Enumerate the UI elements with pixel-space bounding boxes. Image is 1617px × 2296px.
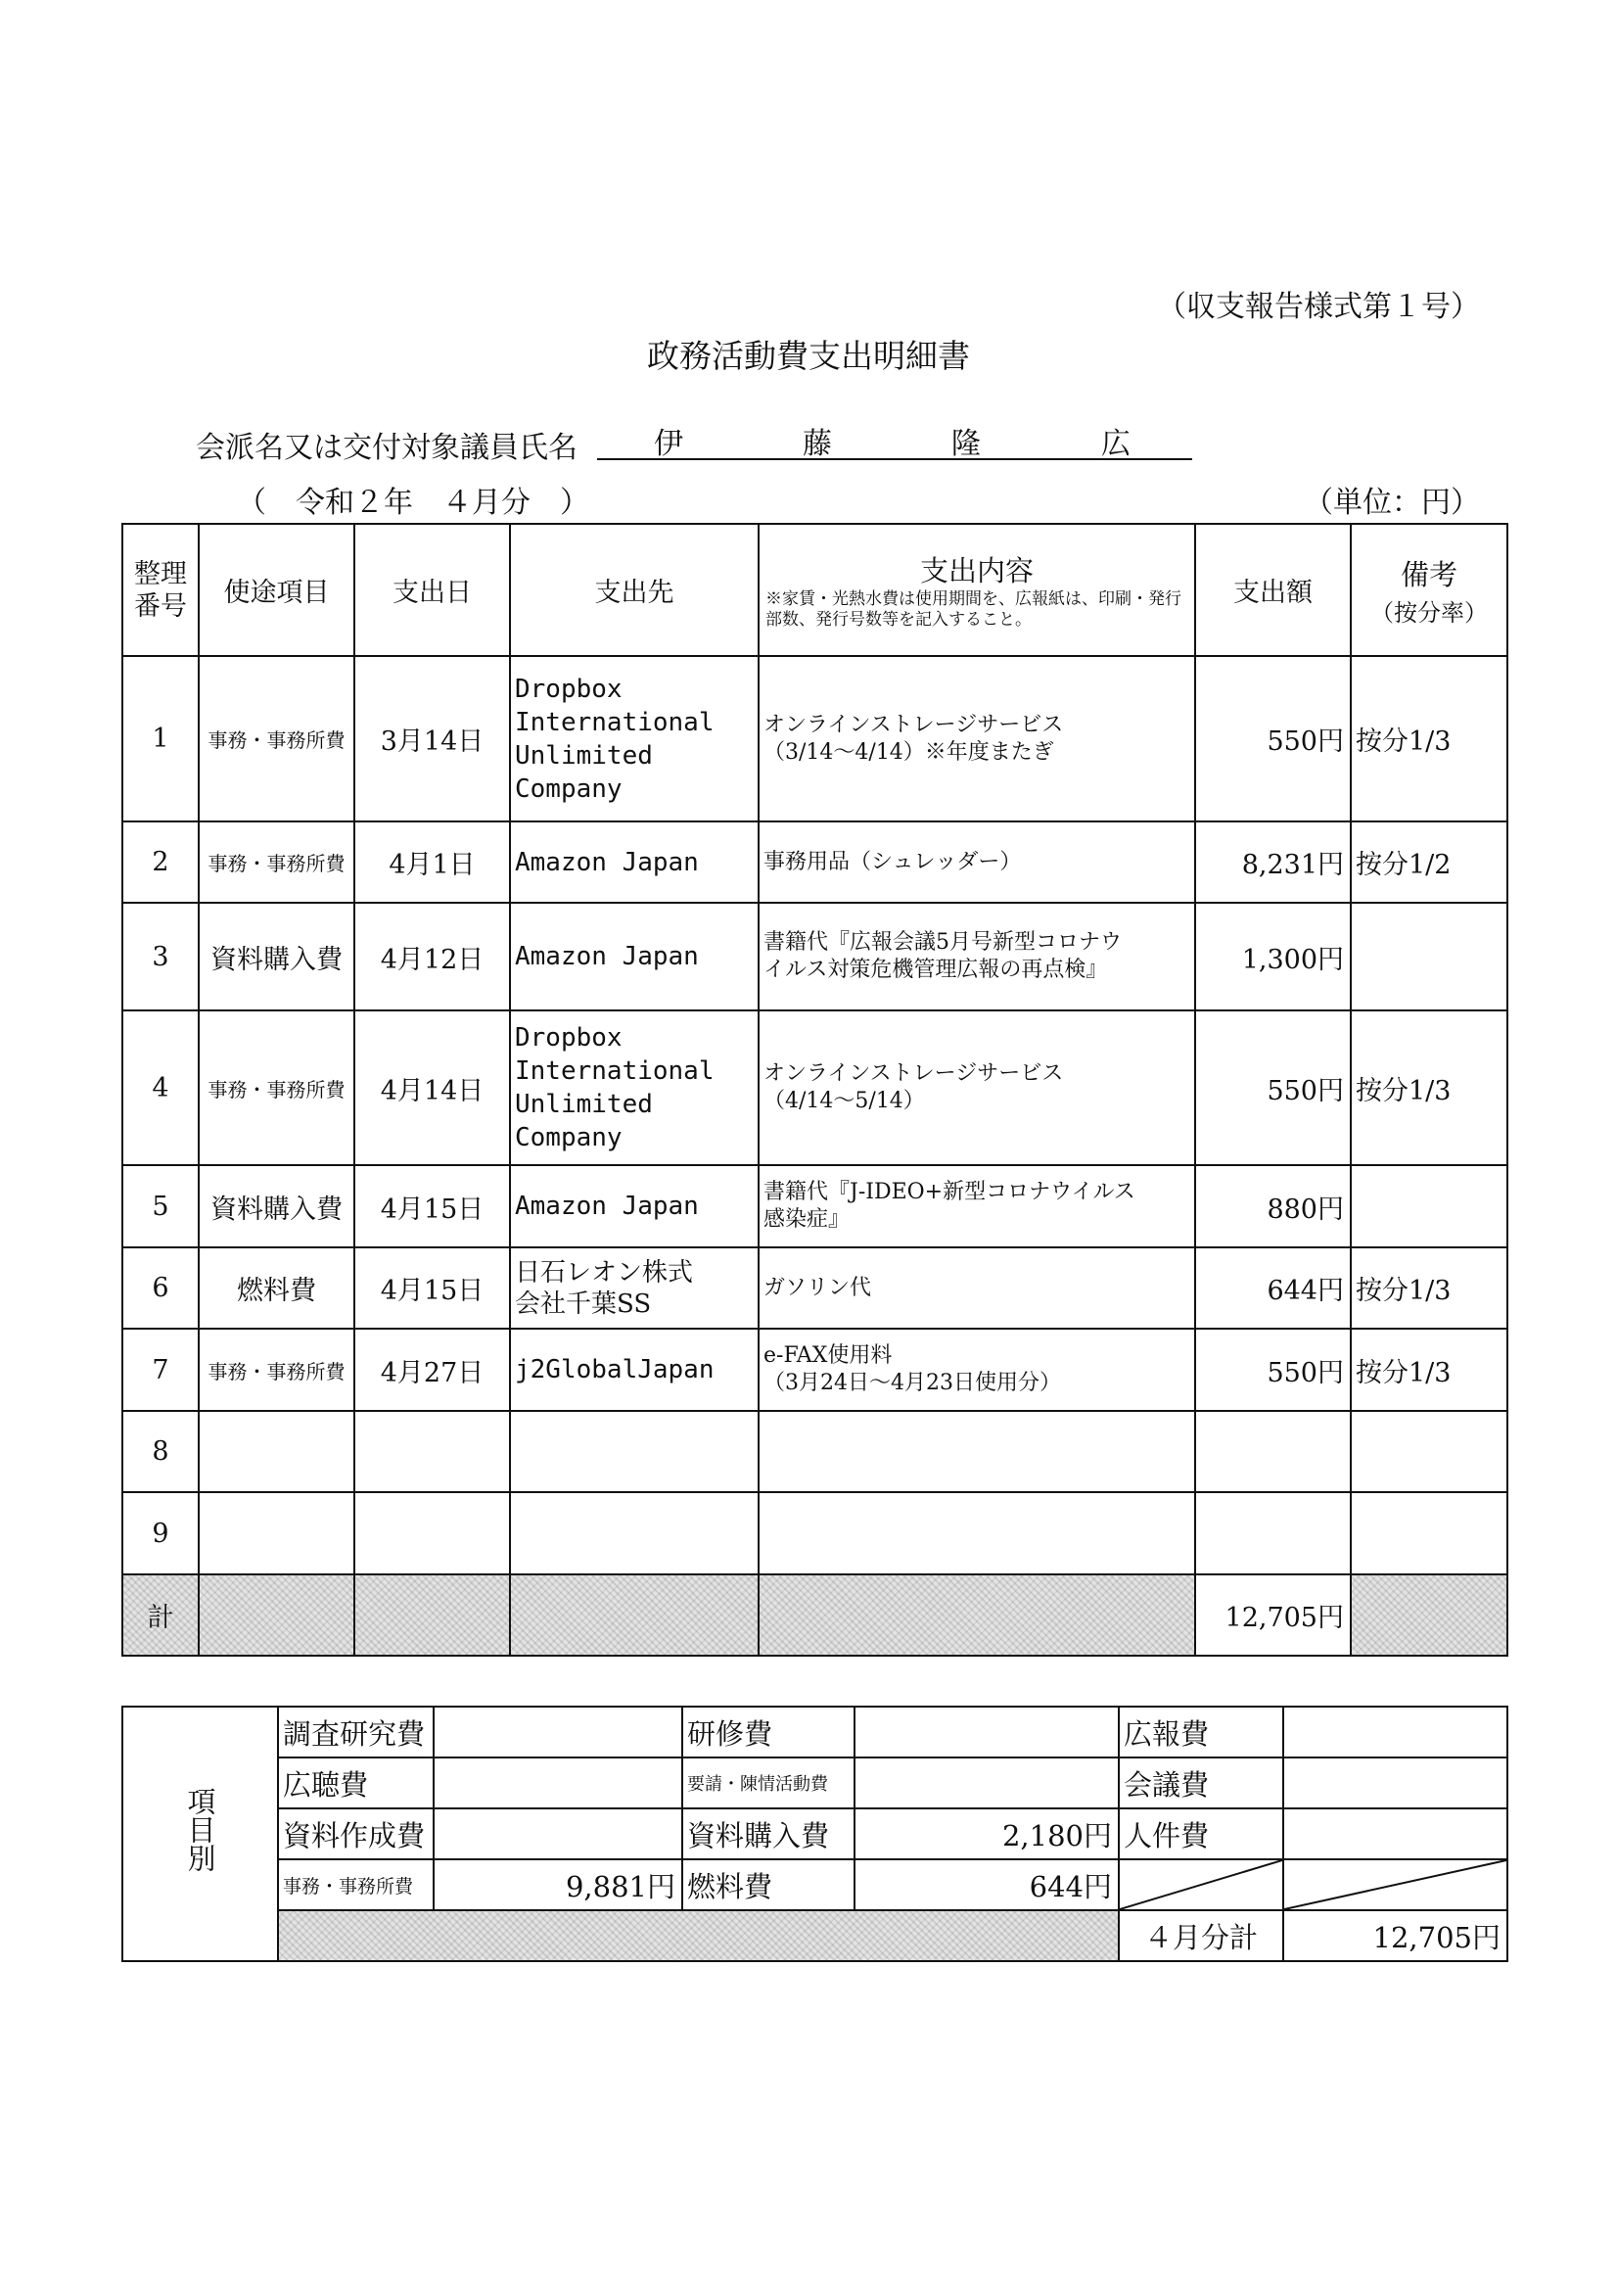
payee-line: 日石レオン株式 — [515, 1257, 694, 1288]
payee-line: Dropbox — [515, 1023, 623, 1053]
summary-row — [122, 1757, 1507, 1808]
summary-item-value: 9,881円 — [434, 1859, 682, 1910]
summary-item-label: 調査研究費 — [278, 1707, 434, 1757]
row-amount: 880円 — [1195, 1165, 1351, 1247]
table-header-row — [122, 524, 1507, 656]
payee-line: Amazon Japan — [515, 942, 699, 971]
row-payee — [510, 1010, 759, 1165]
row-remarks: 按分1/2 — [1351, 821, 1507, 903]
row-number: 9 — [122, 1492, 199, 1574]
row-amount: 550円 — [1195, 656, 1351, 821]
summary-item-label: 資料購入費 — [682, 1808, 855, 1859]
summary-item-label: 資料作成費 — [278, 1808, 434, 1859]
row-date: 4月27日 — [354, 1329, 510, 1411]
row-content — [759, 1010, 1195, 1165]
summary-row — [122, 1808, 1507, 1859]
row-payee — [510, 1247, 759, 1329]
member-name-char: 藤 — [803, 427, 832, 461]
row-number: 5 — [122, 1165, 199, 1247]
month-total-label: ４月分計 — [1119, 1910, 1283, 1961]
payee-line: Company — [515, 773, 623, 804]
row-number: 6 — [122, 1247, 199, 1329]
summary-item-label: 事務・事務所費 — [278, 1859, 434, 1910]
row-content — [759, 1247, 1195, 1329]
summary-shaded-cell — [278, 1910, 1119, 1961]
summary-item-value: 2,180円 — [855, 1808, 1119, 1859]
unit-label: （単位：円） — [1304, 486, 1480, 520]
header-content — [759, 524, 1195, 656]
row-category: 資料購入費 — [199, 1165, 354, 1247]
row-category: 事務・事務所費 — [199, 1329, 354, 1411]
payee-line: International — [515, 1056, 715, 1086]
total-shaded-cell — [1351, 1574, 1507, 1656]
row-category — [199, 1411, 354, 1492]
row-content — [759, 1411, 1195, 1492]
total-amount: 12,705円 — [1195, 1574, 1351, 1656]
payee-line: International — [515, 707, 715, 737]
table-row — [122, 821, 1507, 903]
row-remarks: 按分1/3 — [1351, 656, 1507, 821]
row-content — [759, 903, 1195, 1010]
payee-line: Unlimited — [515, 1090, 653, 1119]
content-line: （3月24日～4月23日使用分） — [763, 1371, 1061, 1395]
row-number: 4 — [122, 1010, 199, 1165]
payee-line: j2GlobalJapan — [515, 1355, 715, 1384]
summary-item-label: 研修費 — [682, 1707, 855, 1757]
table-row — [122, 903, 1507, 1010]
row-content — [759, 1329, 1195, 1411]
row-payee — [510, 1411, 759, 1492]
row-payee — [510, 656, 759, 821]
member-name-char: 隆 — [951, 427, 981, 461]
report-period: （ 令和２年 ４月分 ） — [237, 486, 589, 520]
header-number: 整理番号 — [122, 524, 199, 656]
payee-line: Dropbox — [515, 674, 623, 704]
row-number: 1 — [122, 656, 199, 821]
summary-item-value — [1283, 1707, 1507, 1757]
table-row — [122, 1010, 1507, 1165]
row-date: 4月12日 — [354, 903, 510, 1010]
row-amount: 8,231円 — [1195, 821, 1351, 903]
content-line: （3/14～4/14）※年度またぎ — [763, 739, 1054, 765]
total-label: 計 — [122, 1574, 199, 1656]
category-summary-table — [121, 1706, 1508, 1962]
row-payee — [510, 1165, 759, 1247]
summary-item-value — [434, 1757, 682, 1808]
summary-total-row — [122, 1910, 1507, 1961]
row-category — [199, 1492, 354, 1574]
row-date: 3月14日 — [354, 656, 510, 821]
row-date: 4月15日 — [354, 1165, 510, 1247]
row-remarks — [1351, 1411, 1507, 1492]
summary-item-label: 要請・陳情活動費 — [682, 1757, 855, 1808]
content-line: 事務用品（シュレッダー） — [763, 849, 1022, 874]
summary-item-value — [434, 1808, 682, 1859]
row-remarks: 按分1/3 — [1351, 1010, 1507, 1165]
diagonal-strike — [1120, 1860, 1282, 1909]
summary-blank-cell — [1283, 1859, 1507, 1910]
total-shaded-cell — [354, 1574, 510, 1656]
summary-blank-cell — [1119, 1859, 1283, 1910]
member-name-char: 広 — [1101, 427, 1131, 461]
row-date: 4月14日 — [354, 1010, 510, 1165]
content-line: 感染症』 — [763, 1207, 851, 1232]
summary-item-value — [855, 1707, 1119, 1757]
payee-line: Amazon Japan — [515, 1192, 699, 1221]
content-line: オンラインストレージサービス — [763, 712, 1064, 737]
header-payee: 支出先 — [510, 524, 759, 656]
summary-item-label: 燃料費 — [682, 1859, 855, 1910]
content-line: イルス対策危機管理広報の再点検』 — [763, 958, 1108, 982]
header-amount: 支出額 — [1195, 524, 1351, 656]
row-content — [759, 1492, 1195, 1574]
row-payee — [510, 821, 759, 903]
summary-item-value: 644円 — [855, 1859, 1119, 1910]
summary-row — [122, 1859, 1507, 1910]
header-category: 使途項目 — [199, 524, 354, 656]
table-row — [122, 1165, 1507, 1247]
payee-line: Amazon Japan — [515, 847, 699, 877]
row-remarks — [1351, 1492, 1507, 1574]
payee-line: 会社千葉SS — [515, 1289, 652, 1319]
summary-side-label: 項目別 — [122, 1707, 278, 1961]
expense-table — [121, 523, 1508, 1657]
row-date: 4月15日 — [354, 1247, 510, 1329]
summary-item-value — [434, 1707, 682, 1757]
row-remarks — [1351, 1165, 1507, 1247]
row-date: 4月1日 — [354, 821, 510, 903]
summary-item-label: 広聴費 — [278, 1757, 434, 1808]
header-content-note: ※家賃・光熱水費は使用期間を、広報紙は、印刷・発行部数、発行号数等を記入すること。 — [765, 589, 1181, 630]
summary-item-label: 会議費 — [1119, 1757, 1283, 1808]
content-line: ガソリン代 — [763, 1275, 872, 1300]
total-shaded-cell — [199, 1574, 354, 1656]
summary-row — [122, 1707, 1507, 1757]
row-category: 資料購入費 — [199, 903, 354, 1010]
row-category: 事務・事務所費 — [199, 821, 354, 903]
member-name-field — [597, 419, 1192, 460]
row-amount — [1195, 1492, 1351, 1574]
row-payee — [510, 1329, 759, 1411]
row-number: 2 — [122, 821, 199, 903]
table-row — [122, 1492, 1507, 1574]
table-row — [122, 656, 1507, 821]
total-shaded-cell — [510, 1574, 759, 1656]
row-date — [354, 1492, 510, 1574]
row-number: 8 — [122, 1411, 199, 1492]
row-amount: 550円 — [1195, 1329, 1351, 1411]
header-remarks-sub: （按分率） — [1370, 598, 1488, 627]
row-content — [759, 656, 1195, 821]
row-amount: 550円 — [1195, 1010, 1351, 1165]
total-row — [122, 1574, 1507, 1656]
summary-item-value — [1283, 1757, 1507, 1808]
row-category: 燃料費 — [199, 1247, 354, 1329]
content-line: （4/14～5/14） — [763, 1089, 925, 1113]
table-row — [122, 1247, 1507, 1329]
row-remarks — [1351, 903, 1507, 1010]
content-line: 書籍代『J-IDEO+新型コロナウイルス — [763, 1180, 1135, 1204]
row-content — [759, 1165, 1195, 1247]
month-total-value: 12,705円 — [1283, 1910, 1507, 1961]
form-number: （収支報告様式第１号） — [1157, 290, 1480, 324]
payee-line: Unlimited — [515, 740, 653, 771]
page-title: 政務活動費支出明細書 — [647, 337, 970, 375]
row-remarks: 按分1/3 — [1351, 1247, 1507, 1329]
total-shaded-cell — [759, 1574, 1195, 1656]
header-date: 支出日 — [354, 524, 510, 656]
row-remarks: 按分1/3 — [1351, 1329, 1507, 1411]
row-number: 3 — [122, 903, 199, 1010]
header-content-title: 支出内容 — [919, 554, 1034, 587]
row-amount: 1,300円 — [1195, 903, 1351, 1010]
summary-item-label: 広報費 — [1119, 1707, 1283, 1757]
table-row — [122, 1411, 1507, 1492]
summary-item-label: 人件費 — [1119, 1808, 1283, 1859]
row-category: 事務・事務所費 — [199, 656, 354, 821]
diagonal-strike — [1284, 1860, 1506, 1909]
member-name-label: 会派名又は交付対象議員氏名 — [196, 431, 578, 465]
header-remarks — [1351, 524, 1507, 656]
payee-line: Company — [515, 1123, 623, 1152]
member-name-char: 伊 — [654, 427, 683, 461]
summary-item-value — [855, 1757, 1119, 1808]
table-row — [122, 1329, 1507, 1411]
content-line: e-FAX使用料 — [763, 1343, 893, 1368]
row-payee — [510, 1492, 759, 1574]
row-amount: 644円 — [1195, 1247, 1351, 1329]
content-line: 書籍代『広報会議5月号新型コロナウ — [763, 930, 1122, 955]
header-remarks-title: 備考 — [1400, 557, 1457, 591]
row-date — [354, 1411, 510, 1492]
row-category: 事務・事務所費 — [199, 1010, 354, 1165]
summary-item-value — [1283, 1808, 1507, 1859]
row-content — [759, 821, 1195, 903]
row-amount — [1195, 1411, 1351, 1492]
row-number: 7 — [122, 1329, 199, 1411]
row-payee — [510, 903, 759, 1010]
content-line: オンラインストレージサービス — [763, 1061, 1064, 1086]
